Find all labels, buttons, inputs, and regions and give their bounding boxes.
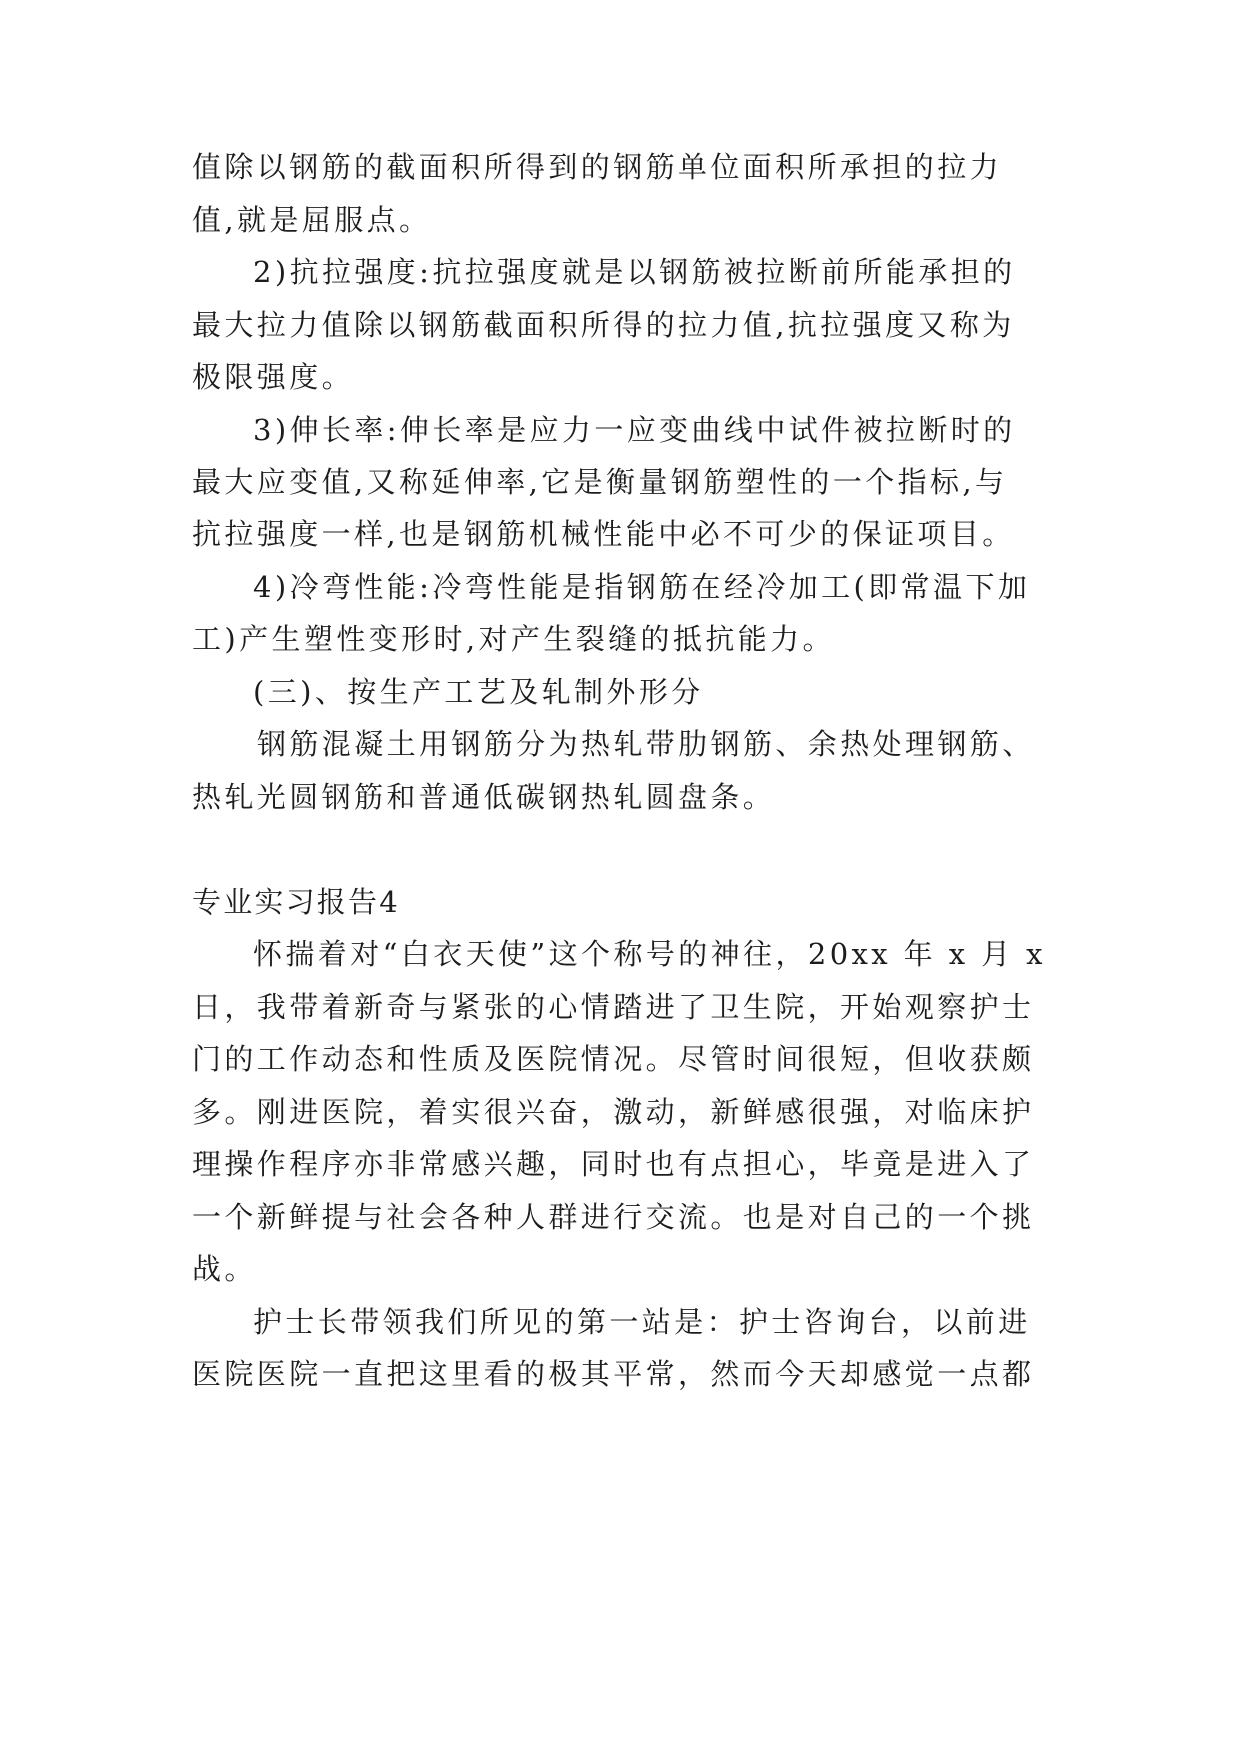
text-line: 极限强度。: [192, 360, 355, 394]
text-line: 4)冷弯性能:冷弯性能是指钢筋在经冷加工(即常温下加: [253, 570, 1031, 604]
text-line: 值除以钢筋的截面积所得到的钢筋单位面积所承担的拉力: [192, 150, 1003, 184]
text-line: 抗拉强度一样,也是钢筋机械性能中必不可少的保证项目。: [192, 517, 1015, 551]
text-line: 护士长带领我们所见的第一站是：护士咨询台，以前进: [253, 1305, 1031, 1339]
text-line: 值,就是屈服点。: [192, 203, 432, 237]
text-line: 钢筋混凝土用钢筋分为热轧带肋钢筋、余热处理钢筋、: [257, 727, 1035, 761]
text-line: 最大应变值,又称延伸率,它是衡量钢筋塑性的一个指标,与: [192, 465, 1008, 499]
text-line: 理操作程序亦非常感兴趣，同时也有点担心，毕竟是进入了: [192, 1147, 1035, 1181]
text-line: 3)伸长率:伸长率是应力一应变曲线中试件被拉断时的: [253, 413, 1016, 447]
section-heading: (三)、按生产工艺及轧制外形分: [253, 675, 704, 709]
text-line: 怀揣着对“白衣天使”这个称号的神往，20xx 年 x 月 x: [253, 937, 1046, 971]
text-line: 多。刚进医院，着实很兴奋，激动，新鲜感很强，对临床护: [192, 1095, 1035, 1129]
report-heading: 专业实习报告4: [192, 885, 400, 919]
text-line: 门的工作动态和性质及医院情况。尽管时间很短，但收获颇: [192, 1042, 1035, 1076]
text-line: 日，我带着新奇与紧张的心情踏进了卫生院，开始观察护士: [192, 990, 1035, 1024]
text-line: 热轧光圆钢筋和普通低碳钢热轧圆盘条。: [192, 780, 776, 814]
text-line: 最大拉力值除以钢筋截面积所得的拉力值,抗拉强度又称为: [192, 308, 1015, 342]
text-line: 战。: [192, 1252, 257, 1286]
text-line: 工)产生塑性变形时,对产生裂缝的抵抗能力。: [192, 622, 835, 656]
text-line: 2)抗拉强度:抗拉强度就是以钢筋被拉断前所能承担的: [253, 255, 1016, 289]
text-line: 一个新鲜提与社会各种人群进行交流。也是对自己的一个挑: [192, 1200, 1035, 1234]
text-line: 医院医院一直把这里看的极其平常，然而今天却感觉一点都: [192, 1357, 1035, 1391]
